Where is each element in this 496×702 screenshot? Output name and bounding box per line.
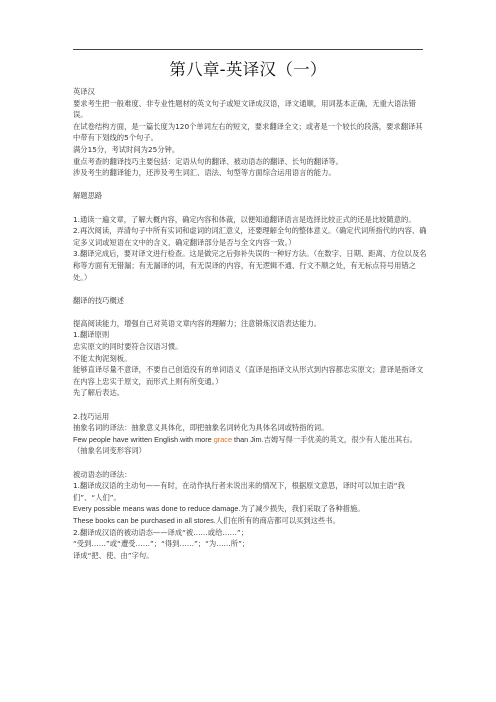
paragraph: 2.再次阅读，弄清句子中所有实词和虚词的词汇意义，还要理解全句的整体意义。（确定代词所指代的内容、确定多义词或短语在文中的含义、确定翻译部分是否与全文内容一致。） <box>73 226 427 247</box>
subheading: 1.翻译原则 <box>73 330 110 340</box>
paragraph: 满分15分，考试时间为25分钟。 <box>73 144 180 154</box>
paragraph: 抽象名词的译法：抽象意义具体化，即把抽象名词转化为具体名词或特指的词。 <box>73 423 329 433</box>
paragraph: 2.翻译成汉语的被动语态——译成“被……或给……”； <box>73 527 249 537</box>
paragraph: 不能太拘泥刻板。 <box>73 353 132 363</box>
subheading: 2.技巧运用 <box>73 411 110 421</box>
paragraph: 先了解后表达。 <box>73 388 125 398</box>
example-paragraph <box>73 503 427 515</box>
section-heading: 解题思路 <box>73 191 103 201</box>
subheading: 被动语态的译法： <box>73 469 132 479</box>
paragraph: 要求考生把一般难度、非专业性题材的英文句子或短文译成汉语，译文通顺，用词基本正确，无重大语法错误。 <box>73 98 416 120</box>
example-english: than Jim. <box>232 434 264 444</box>
example-translation: 吉姆写得一手优美的英文，很少有人能出其右。（抽象名词变形容词） <box>73 434 417 456</box>
paragraph: 译成“把、使、由”字句。 <box>73 550 154 560</box>
page-title: 第八章-英译汉（一） <box>169 60 327 79</box>
example-english: These books can be purchased in all stores. <box>73 515 216 525</box>
paragraph: 提高阅读能力，增强自己对英语文章内容的理解力；注意锻炼汉语表达能力。 <box>73 318 322 328</box>
paragraph: 1.通读一遍文章，了解大概内容，确定内容和体裁，以便知道翻译语言是选择比较正式的还是比较随意的。 <box>73 214 416 224</box>
example-paragraph <box>73 515 427 527</box>
paragraph: 在试卷结构方面，是一篇长度为120个单词左右的短文，要求翻译全文；或者是一个较长的段落，要求翻译其中带有下划线的5个句子。 <box>73 121 423 143</box>
example-translation: 人们在所有的商店都可以买到这些书。 <box>215 515 340 525</box>
document-body <box>73 86 427 561</box>
paragraph: 涉及考生的翻译能力，还涉及考生词汇、语法、句型等方面综合运用语言的能力。 <box>73 168 336 178</box>
paragraph: 3.翻译完成后，要对译文进行检查。这是做完之后弥补失误的一种好方法。（在数字、日期、距离、方位以及名称等方面有无错漏；有无漏译的词，有无误译的内容，有无逻辑不通、行文不顺之处，有无标点符号用错之处。） <box>73 249 427 282</box>
example-paragraph <box>73 434 427 457</box>
paragraph: 重点考查的翻译技巧主要包括：定语从句的翻译、被动语态的翻译、长句的翻译等。 <box>73 156 343 166</box>
example-english: Few people have written English with more <box>73 434 214 444</box>
paragraph: 忠实原文的同时要符合汉语习惯。 <box>73 342 183 352</box>
example-english: Every possible means was done to reduce damage. <box>73 504 241 514</box>
paragraph: 1.翻译成汉语的主动句——有时，在动作执行者未说出来的情况下，根据原文意思，译时可以加主语“我们”、“人们”。 <box>73 481 405 502</box>
highlighted-word: grace <box>213 434 233 444</box>
paragraph: 能够直译尽量不意译，不要自己创造没有的单词语义（直译是指译文从形式到内容都忠实原文；意译是指译文在内容上忠实于原文，而形式上则有所变通。） <box>73 365 424 386</box>
section-heading: 翻译的技巧概述 <box>73 295 125 305</box>
paragraph: “受到……”或“遭受……”；“得到……”；“为……所”； <box>73 539 250 549</box>
example-translation: 为了减少损失，我们采取了各种措施。 <box>240 504 365 514</box>
section-label: 英译汉 <box>73 87 95 96</box>
header-rule <box>73 49 423 50</box>
